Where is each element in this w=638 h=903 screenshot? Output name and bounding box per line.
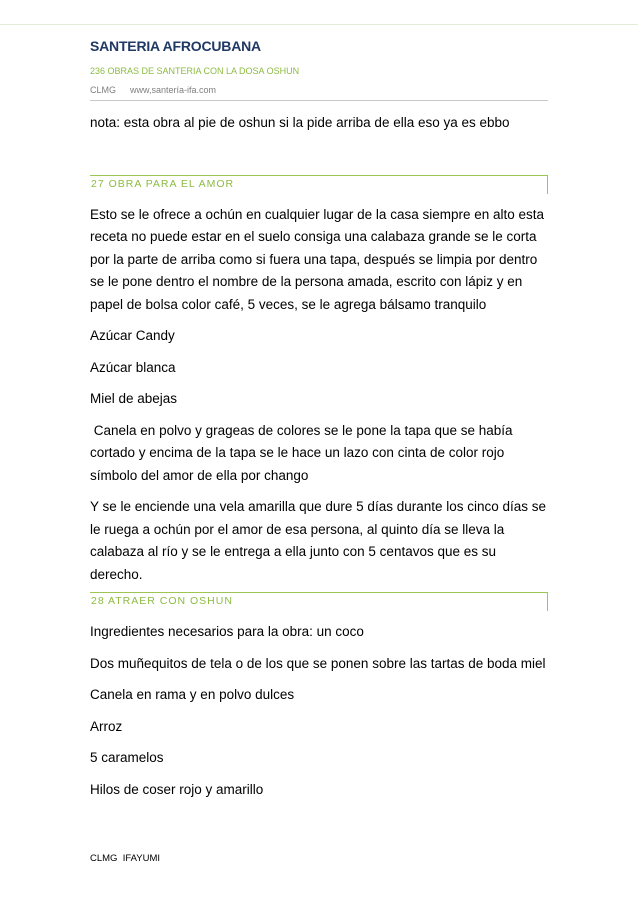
section-28-paragraph-6: Hilos de coser rojo y amarillo bbox=[90, 781, 264, 797]
section-28-paragraph-1: Ingredientes necesarios para la obra: un coco bbox=[90, 624, 364, 639]
header-title: SANTERIA AFROCUBANA bbox=[90, 38, 261, 54]
section-27-paragraph-1: Esto se le ofrece a ochún en cualquier lugar de la casa siempre en alto esta receta no puede estar en el suelo consiga una calabaza grande se le corta por la parte de arriba como si fuera una tapa, después se limpia por dentro se le pone dentro el nombre de la persona amada, escrito con lápiz y en papel de bolsa color café, 5 veces, se le agrega bálsamo tranquilo bbox=[90, 206, 545, 312]
section-28-paragraph-3: Canela en rama y en polvo dulces bbox=[90, 687, 295, 702]
header-subtitle: 236 OBRAS DE SANTERIA CON LA DOSA OSHUN bbox=[90, 66, 300, 76]
page-header bbox=[90, 36, 548, 101]
note-paragraph: nota: esta obra al pie de oshun si la pide arriba de ella eso ya es ebbo bbox=[90, 115, 510, 130]
section-27-paragraph-4: Miel de abejas bbox=[90, 391, 178, 406]
section-27-paragraph-5: Canela en polvo y grageas de colores se le pone la tapa que se había cortado y encima de la tapa se le hace un lazo con cinta de color rojo símbolo del amor de ella por chango bbox=[90, 422, 517, 483]
section-27-paragraph-6: Y se le enciende una vela amarilla que dure 5 días durante los cinco días se le ruega a ochún por el amor de esa persona, al quinto día se lleva la calabaza al río y se le entrega a ella junto con 5 centavos que es su derecho. bbox=[90, 499, 547, 582]
section-28-paragraph-2: Dos muñequitos de tela o de los que se ponen sobre las tartas de boda miel bbox=[90, 655, 546, 671]
header-meta bbox=[90, 84, 548, 101]
section-heading-28: 28 ATRAER CON OSHUN bbox=[90, 592, 548, 611]
page-top-rule bbox=[0, 24, 638, 25]
section-28-paragraph-4: Arroz bbox=[90, 718, 123, 734]
section-27-paragraph-3: Azúcar blanca bbox=[90, 359, 176, 375]
page-footer: CLMG IFAYUMI bbox=[90, 853, 161, 864]
section-heading-27: 27 OBRA PARA EL AMOR bbox=[90, 175, 548, 194]
header-author: CLMG bbox=[90, 85, 117, 95]
document-body bbox=[90, 112, 548, 810]
section-27-paragraph-2: Azúcar Candy bbox=[90, 328, 175, 343]
header-website: www,santería-ifa.com bbox=[130, 85, 217, 95]
section-28-paragraph-5: 5 caramelos bbox=[90, 750, 164, 765]
